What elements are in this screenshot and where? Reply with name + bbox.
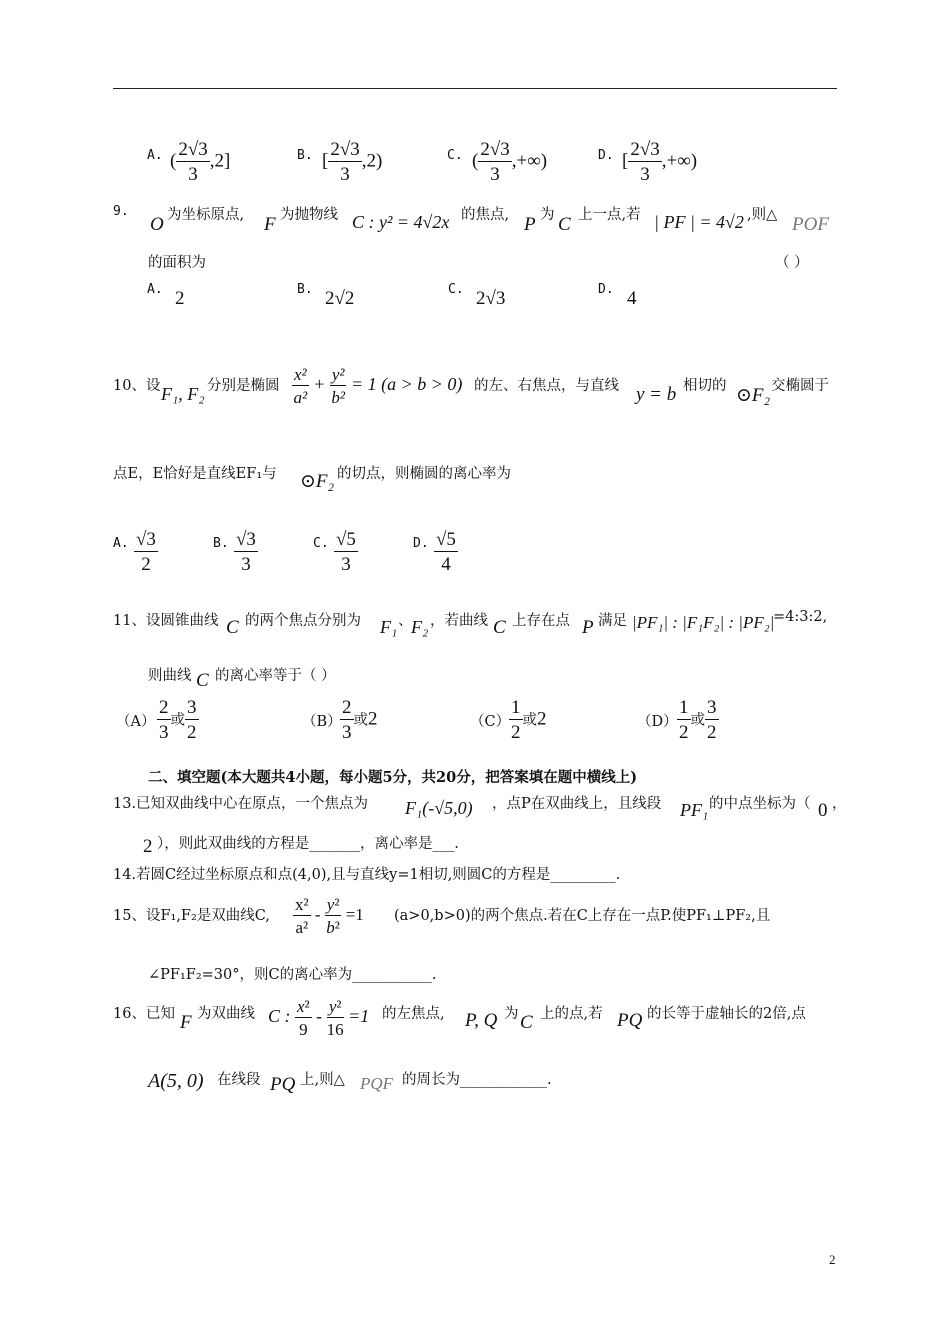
q9-text-3: 的焦点, bbox=[461, 207, 510, 223]
q10-foci: F₁, F₂ bbox=[161, 384, 205, 404]
q9-label-c: C. bbox=[448, 282, 464, 297]
q9-var-f: F bbox=[264, 214, 276, 235]
question-14: 14.若圆C经过坐标原点和点(4,0),且与直线y=1相切,则圆C的方程是_________. bbox=[113, 867, 621, 883]
q11-var-c: C bbox=[226, 617, 239, 638]
q15-text-2: (a>0,b>0)的两个焦点.若在C上存在一点P.使PF₁⊥PF₂,且 bbox=[394, 908, 771, 924]
q10-option-b: $\frac{√3}{3}$ bbox=[236, 529, 256, 575]
q8-label-b: B. bbox=[297, 148, 313, 163]
q9-option-b: 2√2 bbox=[325, 288, 355, 309]
q10-number: 10、设 bbox=[113, 378, 161, 394]
q10-line-2b: 的切点，则椭圆的离心率为 bbox=[337, 466, 511, 482]
q11-label-a: （A） bbox=[116, 714, 156, 730]
q16-var-f: F bbox=[180, 1012, 192, 1033]
q16-pq3: PQ bbox=[270, 1074, 296, 1095]
q11-label-b: （B） bbox=[302, 714, 342, 730]
q9-option-d: 4 bbox=[627, 288, 637, 309]
q10-option-c: $\frac{√5}{3}$ bbox=[336, 529, 356, 575]
q9-label-a: A. bbox=[147, 282, 163, 297]
q10-option-d: $\frac{√5}{4}$ bbox=[436, 529, 456, 575]
q13-text-4: ），则此双曲线的方程是_______，离心率是___. bbox=[157, 836, 459, 852]
q11-f1: F₁ bbox=[380, 617, 398, 637]
q16-text-7: 在线段 bbox=[217, 1072, 261, 1088]
q10-circle: ⊙F₂ bbox=[736, 385, 771, 406]
q11-label-d: （D） bbox=[637, 714, 678, 730]
q11-var-p: P bbox=[582, 617, 594, 638]
q8-option-a: ( $\frac{2√3}{3}$ ,2] bbox=[170, 139, 231, 185]
q9-var-p: P bbox=[524, 214, 536, 235]
q15-text-1: 15、设F₁,F₂是双曲线C, bbox=[113, 908, 270, 924]
q8-label-a: A. bbox=[147, 148, 163, 163]
q13-text-2: ，点P在双曲线上，且线段 bbox=[492, 796, 662, 812]
q10-text-2: 的左、右焦点，与直线 bbox=[474, 378, 619, 394]
q9-line-2: 的面积为 bbox=[148, 255, 206, 271]
q9-text-4: 为 bbox=[540, 207, 555, 223]
q8-label-c: C. bbox=[447, 148, 463, 163]
q11-text-1: 的两个焦点分别为 bbox=[245, 613, 361, 629]
q13-text-1: 13.已知双曲线中心在原点，一个焦点为 bbox=[113, 796, 369, 812]
q16-curve: C : $\frac{\text{x²}}{9}$ - $\frac{\text{y²}}{16}$ =1 bbox=[268, 997, 370, 1039]
q13-comma: ， bbox=[832, 796, 847, 812]
q9-parabola: C : y² = 4√2x bbox=[352, 212, 450, 232]
q16-triangle: PQF bbox=[360, 1074, 394, 1093]
q10-label-d: D. bbox=[413, 536, 429, 551]
q10-label-c: C. bbox=[313, 536, 329, 551]
q16-text-9: 的周长为____________. bbox=[402, 1072, 552, 1088]
q11-option-b: $\frac{2}{3}$ 或2 bbox=[342, 697, 378, 743]
q9-text-6: ,则△ bbox=[747, 207, 778, 223]
q11-line-2b: 的离心率等于（ ） bbox=[215, 668, 336, 684]
q10-circle-2: ⊙F₂ bbox=[300, 471, 335, 492]
q16-text-5: 上的点,若 bbox=[540, 1006, 603, 1022]
q16-pq: P, Q bbox=[465, 1010, 498, 1031]
q9-number: 9. bbox=[113, 204, 129, 219]
q13-two: 2 bbox=[143, 836, 153, 857]
q16-text-6: 的长等于虚轴长的2倍,点 bbox=[647, 1006, 806, 1022]
q9-text-1: 为坐标原点, bbox=[167, 207, 245, 223]
q9-label-d: D. bbox=[598, 282, 614, 297]
q8-label-d: D. bbox=[598, 148, 614, 163]
header-rule bbox=[113, 88, 837, 89]
q10-label-a: A. bbox=[113, 536, 129, 551]
q16-point-a: A(5, 0) bbox=[148, 1070, 204, 1092]
q10-label-b: B. bbox=[213, 536, 229, 551]
q9-var-c: C bbox=[558, 214, 571, 235]
q10-line-2a: 点E，E恰好是直线EF₁与 bbox=[113, 466, 277, 482]
q10-option-a: $\frac{√3}{2}$ bbox=[136, 529, 156, 575]
q8-option-d: [ $\frac{2√3}{3}$ ,+∞) bbox=[622, 139, 698, 185]
q16-var-c: C bbox=[520, 1012, 533, 1033]
q9-answer-paren: （ ） bbox=[775, 255, 809, 271]
q16-text-8: 上,则△ bbox=[300, 1072, 345, 1088]
q11-var-c-2: C bbox=[493, 617, 506, 638]
q10-ellipse-equation: $\frac{\text{x²}}{\text{a²}}$ + $\frac{\text{y²}}{\text{b²}}$ = 1 (a > b > 0) bbox=[293, 365, 463, 407]
q15-line-2: ∠PF₁F₂=30°，则C的离心率为___________. bbox=[148, 967, 437, 983]
q16-pq2: PQ bbox=[617, 1010, 643, 1031]
q13-focus: F₁(-√5,0) bbox=[405, 798, 473, 818]
q16-text-2: 为双曲线 bbox=[197, 1006, 255, 1022]
q9-var-o: O bbox=[150, 214, 164, 235]
q9-option-a: 2 bbox=[175, 288, 185, 309]
q11-number: 11、设圆锥曲线 bbox=[113, 613, 219, 629]
q9-triangle: POF bbox=[792, 214, 829, 235]
q10-text-1: 分别是椭圆 bbox=[207, 378, 280, 394]
q11-label-c: （C） bbox=[470, 714, 511, 730]
q11-text-4: 满足 bbox=[598, 613, 627, 629]
q11-f2: F₂ bbox=[411, 617, 429, 637]
q13-text-3: 的中点坐标为（ bbox=[709, 796, 811, 812]
section-2-title: 二、填空题(本大题共4小题，每小题5分，共20分，把答案填在题中横线上) bbox=[148, 769, 638, 786]
q16-text-1: 16、已知 bbox=[113, 1006, 175, 1022]
q11-text-3: 上存在点 bbox=[512, 613, 570, 629]
q11-text-2: ，若曲线 bbox=[430, 613, 488, 629]
page-number: 2 bbox=[829, 1252, 836, 1267]
q16-text-3: 的左焦点, bbox=[382, 1006, 445, 1022]
q11-option-d: $\frac{1}{2}$ 或 $\frac{3}{2}$ bbox=[679, 697, 717, 743]
q9-condition: | PF | = 4√2 bbox=[654, 212, 744, 232]
q13-zero: 0 bbox=[818, 800, 828, 821]
q11-option-a: $\frac{2}{3}$ 或 $\frac{3}{2}$ bbox=[159, 697, 197, 743]
q8-option-b: [ $\frac{2√3}{3}$ ,2) bbox=[322, 139, 383, 185]
q9-text-2: 为抛物线 bbox=[280, 207, 338, 223]
q11-option-c: $\frac{1}{2}$ 或2 bbox=[511, 697, 547, 743]
q10-text-4: 交椭圆于 bbox=[771, 378, 829, 394]
q15-equation: $\frac{\text{x²}}{\text{a²}}$ - $\frac{\text{y²}}{\text{b²}}$ =1 bbox=[295, 895, 364, 937]
q11-var-c-3: C bbox=[196, 670, 209, 691]
q10-line: y = b bbox=[636, 384, 677, 405]
q16-text-4: 为 bbox=[504, 1006, 519, 1022]
q8-option-c: ( $\frac{2√3}{3}$ ,+∞) bbox=[472, 139, 548, 185]
q11-text-5: =4:3:2, bbox=[773, 609, 828, 625]
q10-text-3: 相切的 bbox=[683, 378, 727, 394]
q9-option-c: 2√3 bbox=[476, 288, 506, 309]
q9-text-5: 上一点,若 bbox=[578, 207, 641, 223]
q11-ratio: |PF₁| : |F₁F₂| : |PF₂| bbox=[632, 613, 775, 632]
q11-line-2a: 则曲线 bbox=[148, 668, 192, 684]
q13-segment: PF₁ bbox=[680, 800, 709, 820]
q9-label-b: B. bbox=[297, 282, 313, 297]
q11-sep: 、 bbox=[398, 613, 413, 629]
